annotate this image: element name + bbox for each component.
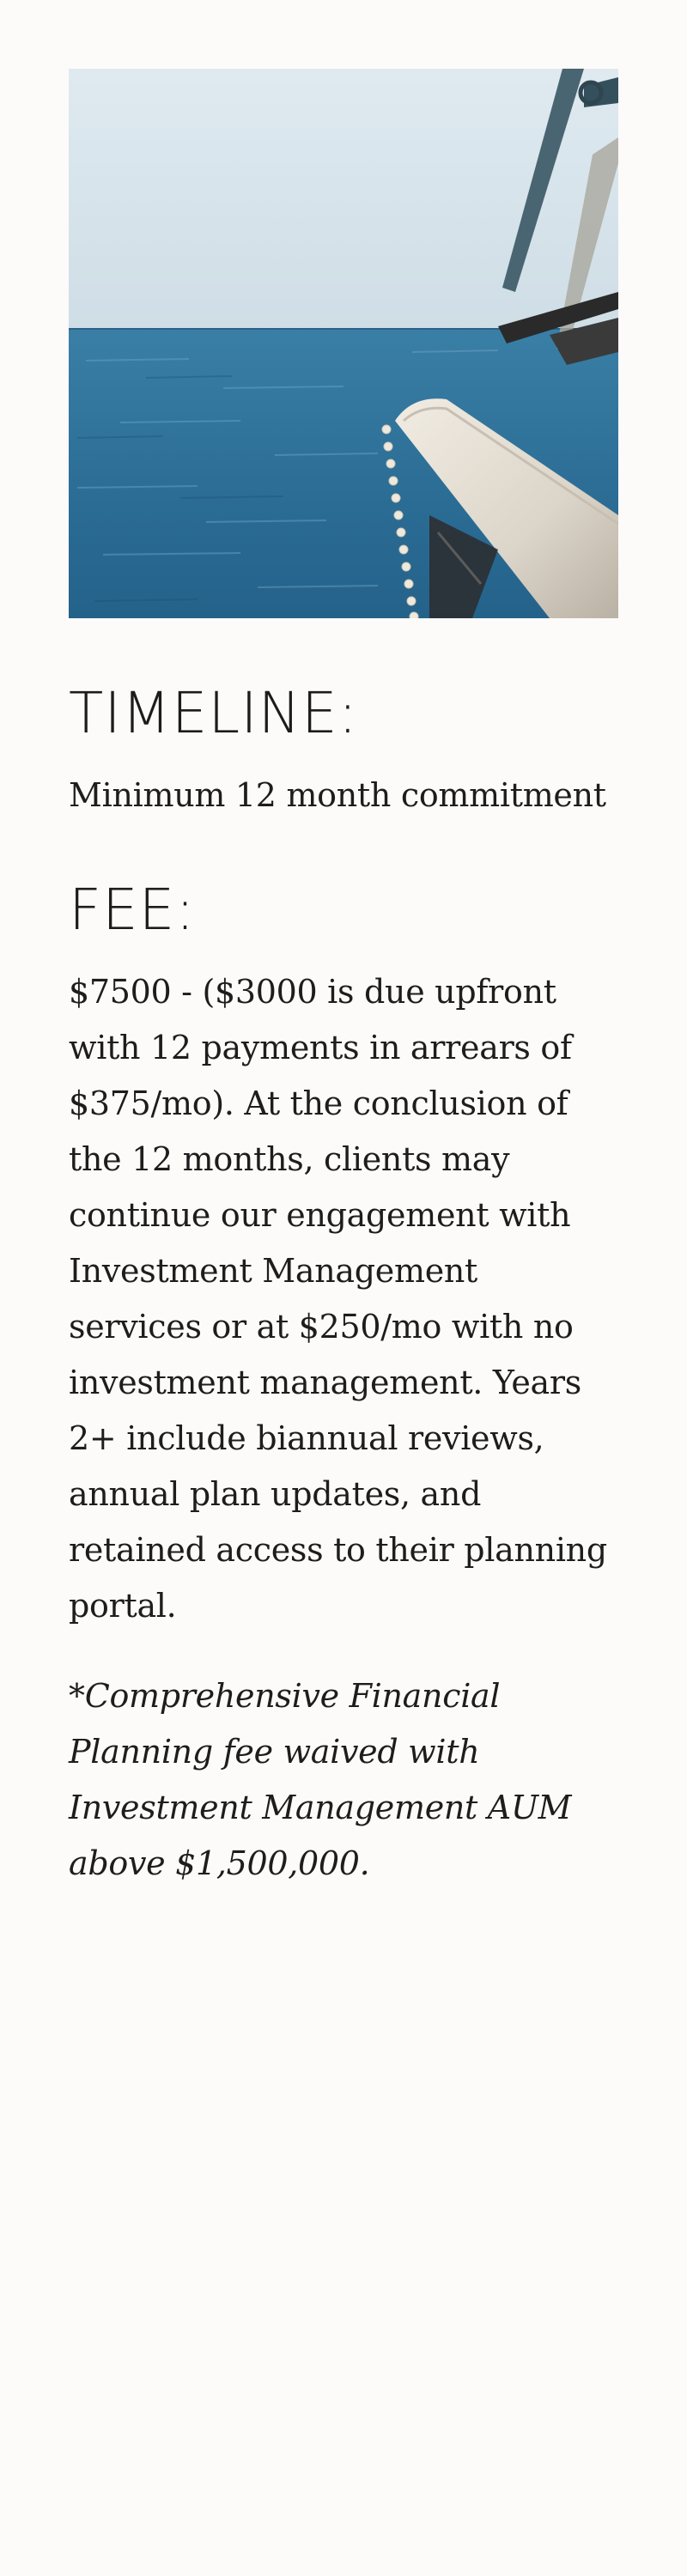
fee-description: $7500 - ($3000 is due upfront with 12 payments in arrears of $375/mo). At the conclusion of the 12 months, clients may continue our engagement with Investment Management services or at $250/mo with no investment management. Years 2+ include biannual reviews, annual plan updates, and retained access to their planning portal. — [69, 973, 607, 1625]
timeline-text: Minimum 12 month commitment — [69, 776, 606, 814]
main-content — [69, 69, 618, 1892]
hero-image — [69, 69, 618, 618]
fee-heading: FEE: — [69, 877, 196, 943]
fee-waiver-note: *Comprehensive Financial Planning fee waived with Investment Management AUM above $1,500,000. — [69, 1677, 572, 1882]
timeline-heading: TIMELINE: — [69, 680, 358, 746]
